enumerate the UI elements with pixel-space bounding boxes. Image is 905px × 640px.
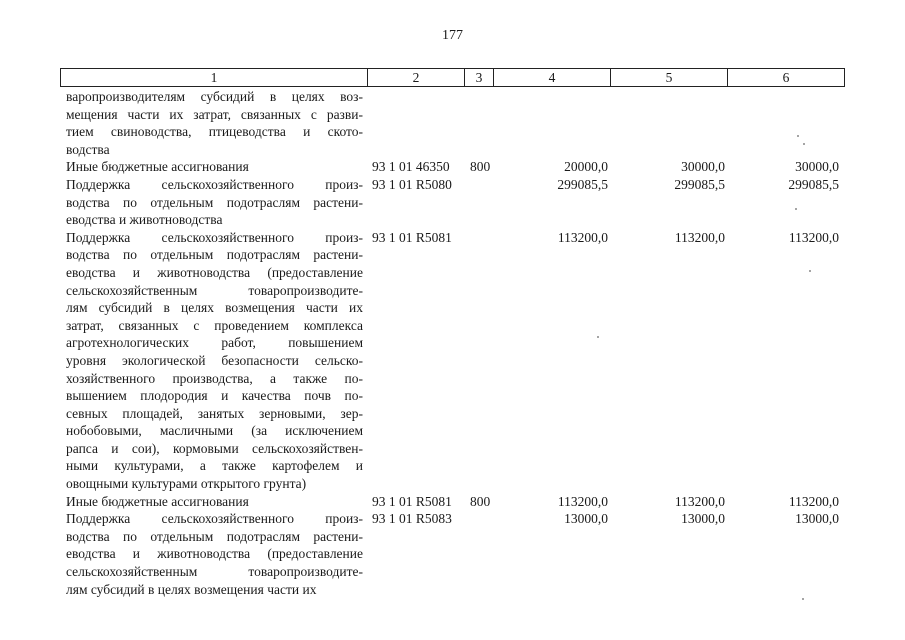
description-line: еводства и животноводства xyxy=(66,212,223,228)
description-line: варопроизводителям субсидий в целях воз- xyxy=(66,89,363,104)
row-amount-col6: 113200,0 xyxy=(788,229,839,245)
description-line: хозяйственного производства, а также по- xyxy=(66,370,363,386)
row-amount-col4: 299085,5 xyxy=(557,176,608,192)
column-header-4: 4 xyxy=(494,69,611,87)
row-amount-col5: 13000,0 xyxy=(681,511,725,527)
table-row xyxy=(0,229,905,493)
description-line: водства по отдельным подотраслям растени- xyxy=(66,194,363,210)
row-amount-col5: 113200,0 xyxy=(674,493,725,509)
column-header-1: 1 xyxy=(61,69,368,87)
description-line: сельскохозяйственным товаропроизводите- xyxy=(66,282,363,298)
page-number: 177 xyxy=(442,28,463,43)
row-amount-col4: 13000,0 xyxy=(564,511,608,527)
table-row xyxy=(0,510,905,598)
description-line: еводства и животноводства (предоставление xyxy=(66,546,363,562)
row-description xyxy=(66,510,363,598)
row-amount-col6: 13000,0 xyxy=(795,511,839,527)
row-description xyxy=(66,88,363,158)
row-program-code: 93 1 01 R5081 xyxy=(372,229,452,245)
description-line: овощными культурами открытого грунта) xyxy=(66,476,307,492)
row-description xyxy=(66,158,363,176)
column-header-6: 6 xyxy=(728,69,845,87)
description-line: лям субсидий в целях возмещения части их xyxy=(66,300,363,316)
description-line: затрат, связанных с проведением комплекса xyxy=(66,317,363,333)
description-line: Поддержка сельскохозяйственного произ- xyxy=(66,229,363,245)
budget-table-body xyxy=(0,88,905,598)
row-amount-col5: 113200,0 xyxy=(674,229,725,245)
description-line: мещения части их затрат, связанных с разви- xyxy=(66,106,363,122)
description-line: рапса и сои), кормовыми сельскохозяйствен- xyxy=(66,440,363,456)
description-line: нобобовыми, масличными (за исключением xyxy=(66,423,363,439)
table-row xyxy=(0,158,905,176)
row-program-code: 93 1 01 R5083 xyxy=(372,511,452,527)
column-header-3: 3 xyxy=(465,69,494,87)
scan-speck xyxy=(802,598,804,600)
scan-speck xyxy=(803,143,805,145)
description-line: тием свиноводства, птицеводства и ското- xyxy=(66,124,363,140)
table-row xyxy=(0,176,905,229)
row-amount-col6: 30000,0 xyxy=(795,159,839,175)
description-line: севных площадей, занятых зерновыми, зер- xyxy=(66,405,363,421)
column-header-2: 2 xyxy=(368,69,465,87)
column-header-table xyxy=(60,68,845,87)
row-amount-col6: 299085,5 xyxy=(788,176,839,192)
description-line: Поддержка сельскохозяйственного произ- xyxy=(66,511,363,527)
table-row xyxy=(0,88,905,158)
description-line: Иные бюджетные ассигнования xyxy=(66,159,249,175)
description-line: вышением плодородия и качества почв по- xyxy=(66,388,363,404)
row-expense-type: 800 xyxy=(470,159,491,175)
description-line: агротехнологических работ, повышением xyxy=(66,335,363,351)
description-line: водства по отдельным подотраслям растени- xyxy=(66,528,363,544)
column-header-5: 5 xyxy=(611,69,728,87)
row-amount-col5: 299085,5 xyxy=(674,176,725,192)
table-row xyxy=(0,493,905,511)
row-expense-type: 800 xyxy=(470,493,491,509)
description-line: Поддержка сельскохозяйственного произ- xyxy=(66,176,363,192)
scan-speck xyxy=(597,336,599,338)
description-line: водства xyxy=(66,141,110,157)
description-line: сельскохозяйственным товаропроизводите- xyxy=(66,564,363,580)
row-amount-col6: 113200,0 xyxy=(788,493,839,509)
row-program-code: 93 1 01 R5080 xyxy=(372,176,452,192)
row-amount-col4: 20000,0 xyxy=(564,159,608,175)
description-line: Иные бюджетные ассигнования xyxy=(66,493,249,509)
row-description xyxy=(66,176,363,229)
description-line: еводства и животноводства (предоставление xyxy=(66,264,363,280)
description-line: лям субсидий в целях возмещения части их xyxy=(66,581,317,597)
row-program-code: 93 1 01 46350 xyxy=(372,159,450,175)
description-line: уровня экологической безопасности сельско- xyxy=(66,352,363,368)
row-amount-col5: 30000,0 xyxy=(681,159,725,175)
description-line: водства по отдельным подотраслям растени- xyxy=(66,247,363,263)
row-description xyxy=(66,229,363,493)
row-amount-col4: 113200,0 xyxy=(557,493,608,509)
column-header-row xyxy=(61,69,845,87)
row-amount-col4: 113200,0 xyxy=(557,229,608,245)
scan-speck xyxy=(795,208,797,210)
description-line: ными культурами, а также картофелем и xyxy=(66,458,363,474)
row-description xyxy=(66,493,363,511)
scan-speck xyxy=(797,135,799,137)
scan-speck xyxy=(809,270,811,272)
row-program-code: 93 1 01 R5081 xyxy=(372,493,452,509)
